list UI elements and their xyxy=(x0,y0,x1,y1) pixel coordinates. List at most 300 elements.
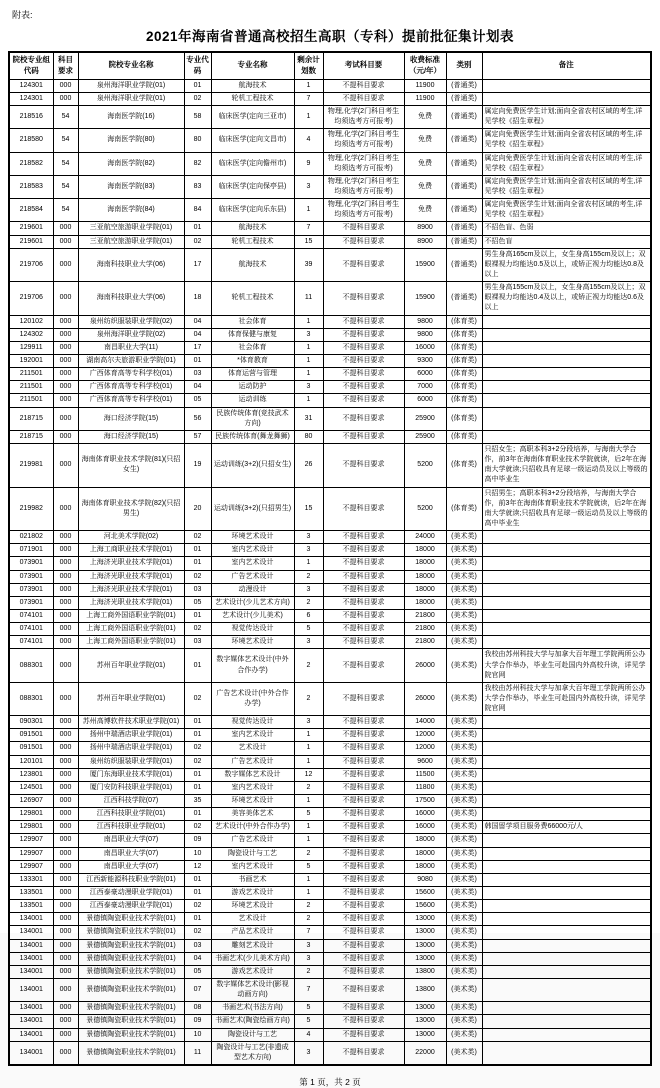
cell-remark xyxy=(482,900,651,913)
cell-fee-standard: 18000 xyxy=(404,596,446,609)
cell-exam-subject-req: 不提科目要求 xyxy=(323,952,404,965)
cell-remaining-count: 2 xyxy=(294,781,323,794)
cell-remaining-count: 4 xyxy=(294,1028,323,1041)
cell-remaining-count: 26 xyxy=(294,443,323,487)
cell-institution-name: 海南科技职业大学(06) xyxy=(78,248,184,281)
cell-subject-req: 000 xyxy=(53,328,78,341)
cell-category: (美术类) xyxy=(446,979,482,1002)
cell-category: (美术类) xyxy=(446,557,482,570)
cell-major-name: 室内艺术设计 xyxy=(211,781,294,794)
cell-category: (美术类) xyxy=(446,926,482,939)
cell-group-code: 134001 xyxy=(9,1041,53,1065)
cell-exam-subject-req: 不提科目要求 xyxy=(323,979,404,1002)
table-row xyxy=(9,235,651,248)
cell-remark xyxy=(482,781,651,794)
cell-major-code: 17 xyxy=(184,248,211,281)
cell-exam-subject-req: 不提科目要求 xyxy=(323,544,404,557)
cell-exam-subject-req: 不提科目要求 xyxy=(323,92,404,105)
cell-institution-name: 海南医学院(80) xyxy=(78,129,184,152)
cell-exam-subject-req: 不提科目要求 xyxy=(323,926,404,939)
cell-exam-subject-req: 物理,化学(2门科目考生均须选考方可报考) xyxy=(323,129,404,152)
cell-institution-name: 江西新能源科技职业学院(01) xyxy=(78,873,184,886)
cell-remaining-count: 1 xyxy=(294,795,323,808)
table-row xyxy=(9,768,651,781)
cell-major-name: 社会体育 xyxy=(211,315,294,328)
cell-major-code: 01 xyxy=(184,544,211,557)
cell-exam-subject-req: 不提科目要求 xyxy=(323,407,404,430)
cell-exam-subject-req: 不提科目要求 xyxy=(323,1041,404,1065)
cell-major-code: 01 xyxy=(184,873,211,886)
attachment-label: 附表: xyxy=(12,10,33,20)
cell-major-code: 02 xyxy=(184,531,211,544)
table-row xyxy=(9,808,651,821)
cell-remaining-count: 1 xyxy=(294,199,323,222)
cell-major-code: 02 xyxy=(184,821,211,834)
cell-remark xyxy=(482,341,651,354)
cell-category: (体育类) xyxy=(446,328,482,341)
cell-group-code: 133301 xyxy=(9,873,53,886)
table-row xyxy=(9,341,651,354)
cell-institution-name: 上海工商外国语职业学院(01) xyxy=(78,636,184,649)
cell-group-code: 088301 xyxy=(9,649,53,682)
cell-major-name: 民族传统体育(竞技武术方向) xyxy=(211,407,294,430)
cell-remark xyxy=(482,636,651,649)
cell-fee-standard: 13000 xyxy=(404,1015,446,1028)
cell-group-code: 091501 xyxy=(9,742,53,755)
cell-group-code: 219601 xyxy=(9,222,53,235)
table-row xyxy=(9,795,651,808)
cell-fee-standard: 5200 xyxy=(404,487,446,531)
cell-remaining-count: 1 xyxy=(294,79,323,92)
cell-exam-subject-req: 不提科目要求 xyxy=(323,965,404,978)
table-row xyxy=(9,1028,651,1041)
cell-category: (美术类) xyxy=(446,1015,482,1028)
cell-subject-req: 54 xyxy=(53,175,78,198)
cell-fee-standard: 11900 xyxy=(404,92,446,105)
cell-category: (美术类) xyxy=(446,570,482,583)
cell-exam-subject-req: 不提科目要求 xyxy=(323,795,404,808)
cell-exam-subject-req: 不提科目要求 xyxy=(323,781,404,794)
cell-major-name: 视觉传达设计 xyxy=(211,623,294,636)
column-header-institution-name: 院校专业名称 xyxy=(78,52,184,79)
cell-category: (美术类) xyxy=(446,913,482,926)
cell-remark xyxy=(482,887,651,900)
cell-remaining-count: 3 xyxy=(294,531,323,544)
cell-subject-req: 000 xyxy=(53,1002,78,1015)
cell-exam-subject-req: 不提科目要求 xyxy=(323,768,404,781)
cell-category: (体育类) xyxy=(446,381,482,394)
cell-category: (体育类) xyxy=(446,430,482,443)
cell-institution-name: 景德镇陶瓷职业技术学院(01) xyxy=(78,1028,184,1041)
cell-category: (普通类) xyxy=(446,106,482,129)
column-header-remark: 备注 xyxy=(482,52,651,79)
cell-major-name: 运动训练 xyxy=(211,394,294,407)
cell-exam-subject-req: 不提科目要求 xyxy=(323,609,404,622)
cell-major-code: 09 xyxy=(184,834,211,847)
cell-institution-name: 景德镇陶瓷职业技术学院(01) xyxy=(78,1015,184,1028)
cell-fee-standard: 25900 xyxy=(404,407,446,430)
cell-group-code: 123801 xyxy=(9,768,53,781)
cell-remark xyxy=(482,92,651,105)
cell-fee-standard: 22000 xyxy=(404,1041,446,1065)
cell-major-code: 01 xyxy=(184,781,211,794)
table-row xyxy=(9,152,651,175)
cell-major-name: *体育教育 xyxy=(211,354,294,367)
cell-group-code: 218715 xyxy=(9,407,53,430)
cell-major-code: 01 xyxy=(184,222,211,235)
cell-institution-name: 江西科技职业学院(01) xyxy=(78,821,184,834)
cell-subject-req: 000 xyxy=(53,755,78,768)
cell-fee-standard: 25900 xyxy=(404,430,446,443)
cell-remaining-count: 1 xyxy=(294,354,323,367)
cell-major-name: 航海技术 xyxy=(211,248,294,281)
cell-group-code: 133501 xyxy=(9,900,53,913)
cell-remaining-count: 1 xyxy=(294,821,323,834)
cell-major-code: 84 xyxy=(184,199,211,222)
cell-remaining-count: 9 xyxy=(294,152,323,175)
cell-category: (美术类) xyxy=(446,609,482,622)
cell-subject-req: 54 xyxy=(53,129,78,152)
cell-major-name: 艺术设计(少儿美术) xyxy=(211,609,294,622)
cell-subject-req: 54 xyxy=(53,152,78,175)
cell-subject-req: 000 xyxy=(53,354,78,367)
cell-exam-subject-req: 物理,化学(2门科目考生均须选考方可报考) xyxy=(323,199,404,222)
cell-major-name: 书画艺术 xyxy=(211,873,294,886)
table-row xyxy=(9,328,651,341)
cell-exam-subject-req: 不提科目要求 xyxy=(323,315,404,328)
cell-group-code: 211501 xyxy=(9,368,53,381)
cell-major-code: 01 xyxy=(184,609,211,622)
cell-subject-req: 000 xyxy=(53,583,78,596)
table-row xyxy=(9,583,651,596)
cell-major-name: 艺术设计(中外合作办学) xyxy=(211,821,294,834)
cell-exam-subject-req: 不提科目要求 xyxy=(323,847,404,860)
cell-fee-standard: 21800 xyxy=(404,609,446,622)
cell-subject-req: 000 xyxy=(53,636,78,649)
cell-group-code: 218582 xyxy=(9,152,53,175)
cell-major-code: 20 xyxy=(184,487,211,531)
cell-exam-subject-req: 不提科目要求 xyxy=(323,282,404,315)
cell-major-name: 广告艺术设计 xyxy=(211,834,294,847)
cell-fee-standard: 8900 xyxy=(404,235,446,248)
cell-remaining-count: 2 xyxy=(294,847,323,860)
cell-institution-name: 广西体育高等专科学校(01) xyxy=(78,394,184,407)
cell-major-code: 02 xyxy=(184,682,211,715)
cell-remark xyxy=(482,768,651,781)
cell-remaining-count: 3 xyxy=(294,381,323,394)
cell-institution-name: 广西体育高等专科学校(01) xyxy=(78,368,184,381)
cell-major-code: 09 xyxy=(184,1015,211,1028)
cell-category: (美术类) xyxy=(446,808,482,821)
cell-group-code: 129907 xyxy=(9,860,53,873)
cell-major-name: 临床医学(定向三亚市) xyxy=(211,106,294,129)
cell-remaining-count: 39 xyxy=(294,248,323,281)
cell-category: (美术类) xyxy=(446,965,482,978)
cell-fee-standard: 18000 xyxy=(404,557,446,570)
cell-exam-subject-req: 不提科目要求 xyxy=(323,381,404,394)
cell-category: (体育类) xyxy=(446,341,482,354)
cell-fee-standard: 16000 xyxy=(404,808,446,821)
cell-remark xyxy=(482,368,651,381)
cell-fee-standard: 16000 xyxy=(404,821,446,834)
cell-subject-req: 000 xyxy=(53,1041,78,1065)
cell-subject-req: 000 xyxy=(53,570,78,583)
cell-subject-req: 000 xyxy=(53,952,78,965)
table-row xyxy=(9,1015,651,1028)
cell-remark xyxy=(482,623,651,636)
cell-major-name: 环境艺术设计 xyxy=(211,795,294,808)
table-row xyxy=(9,92,651,105)
cell-remark: 属定向免费医学生计划;面向全省农村区域的考生,详见学校《招生章程》 xyxy=(482,106,651,129)
cell-subject-req: 000 xyxy=(53,381,78,394)
cell-exam-subject-req: 不提科目要求 xyxy=(323,900,404,913)
cell-remaining-count: 2 xyxy=(294,649,323,682)
cell-major-code: 05 xyxy=(184,596,211,609)
cell-fee-standard: 18000 xyxy=(404,544,446,557)
cell-fee-standard: 16000 xyxy=(404,341,446,354)
cell-remaining-count: 5 xyxy=(294,1015,323,1028)
cell-group-code: 074101 xyxy=(9,636,53,649)
cell-category: (体育类) xyxy=(446,443,482,487)
table-row xyxy=(9,860,651,873)
cell-subject-req: 000 xyxy=(53,649,78,682)
cell-remark xyxy=(482,939,651,952)
cell-fee-standard: 9800 xyxy=(404,315,446,328)
cell-remark: 只招女生；高职本科3+2分段培养，与海南大学合作，前3年在海南体育职业技术学院就读，后2年在海南大学就读;只招收具有足球一级运动员及以上等级的高中毕业生 xyxy=(482,443,651,487)
cell-subject-req: 000 xyxy=(53,873,78,886)
cell-major-name: 室内艺术设计 xyxy=(211,544,294,557)
cell-institution-name: 江西科技学院(07) xyxy=(78,795,184,808)
cell-exam-subject-req: 不提科目要求 xyxy=(323,636,404,649)
cell-category: (美术类) xyxy=(446,873,482,886)
cell-remark xyxy=(482,596,651,609)
cell-remaining-count: 15 xyxy=(294,487,323,531)
cell-fee-standard: 13000 xyxy=(404,926,446,939)
cell-remark xyxy=(482,394,651,407)
cell-remaining-count: 3 xyxy=(294,952,323,965)
cell-category: (美术类) xyxy=(446,649,482,682)
cell-institution-name: 上海工商职业技术学院(01) xyxy=(78,544,184,557)
cell-exam-subject-req: 不提科目要求 xyxy=(323,834,404,847)
table-row xyxy=(9,939,651,952)
cell-remaining-count: 3 xyxy=(294,1041,323,1065)
table-row xyxy=(9,443,651,487)
cell-remark xyxy=(482,755,651,768)
cell-major-code: 02 xyxy=(184,623,211,636)
column-header-major-name: 专业名称 xyxy=(211,52,294,79)
cell-subject-req: 000 xyxy=(53,1015,78,1028)
cell-remark: 属定向免费医学生计划;面向全省农村区域的考生,详见学校《招生章程》 xyxy=(482,129,651,152)
cell-fee-standard: 9080 xyxy=(404,873,446,886)
table-row xyxy=(9,557,651,570)
table-row xyxy=(9,847,651,860)
cell-fee-standard: 18000 xyxy=(404,847,446,860)
cell-remaining-count: 2 xyxy=(294,570,323,583)
cell-major-name: 临床医学(定向文昌市) xyxy=(211,129,294,152)
cell-group-code: 134001 xyxy=(9,1028,53,1041)
cell-major-name: 游戏艺术设计 xyxy=(211,965,294,978)
cell-major-name: 室内艺术设计 xyxy=(211,557,294,570)
cell-major-code: 03 xyxy=(184,939,211,952)
cell-major-code: 05 xyxy=(184,394,211,407)
cell-institution-name: 上海工商外国语职业学院(01) xyxy=(78,609,184,622)
cell-major-name: 广告艺术设计 xyxy=(211,570,294,583)
cell-remaining-count: 1 xyxy=(294,755,323,768)
cell-major-code: 01 xyxy=(184,808,211,821)
cell-remark xyxy=(482,570,651,583)
cell-category: (美术类) xyxy=(446,1041,482,1065)
cell-remaining-count: 7 xyxy=(294,222,323,235)
cell-group-code: 129911 xyxy=(9,341,53,354)
table-row xyxy=(9,394,651,407)
cell-group-code: 134001 xyxy=(9,926,53,939)
cell-major-code: 04 xyxy=(184,328,211,341)
cell-remark: 属定向免费医学生计划;面向全省农村区域的考生,详见学校《招生章程》 xyxy=(482,152,651,175)
table-row xyxy=(9,487,651,531)
cell-major-code: 83 xyxy=(184,175,211,198)
table-row xyxy=(9,248,651,281)
cell-subject-req: 000 xyxy=(53,222,78,235)
cell-subject-req: 54 xyxy=(53,106,78,129)
cell-subject-req: 000 xyxy=(53,768,78,781)
cell-category: (体育类) xyxy=(446,315,482,328)
cell-exam-subject-req: 不提科目要求 xyxy=(323,235,404,248)
table-row xyxy=(9,570,651,583)
cell-fee-standard: 15600 xyxy=(404,887,446,900)
cell-subject-req: 000 xyxy=(53,716,78,729)
cell-category: (美术类) xyxy=(446,596,482,609)
cell-subject-req: 54 xyxy=(53,199,78,222)
cell-subject-req: 000 xyxy=(53,913,78,926)
cell-exam-subject-req: 不提科目要求 xyxy=(323,583,404,596)
cell-major-code: 17 xyxy=(184,341,211,354)
cell-exam-subject-req: 不提科目要求 xyxy=(323,368,404,381)
cell-group-code: 090301 xyxy=(9,716,53,729)
cell-category: (美术类) xyxy=(446,716,482,729)
cell-fee-standard: 免费 xyxy=(404,129,446,152)
cell-major-name: 临床医学(定向儋州市) xyxy=(211,152,294,175)
cell-institution-name: 上海工商外国语职业学院(01) xyxy=(78,623,184,636)
table-row xyxy=(9,965,651,978)
cell-exam-subject-req: 不提科目要求 xyxy=(323,860,404,873)
cell-institution-name: 河北美术学院(02) xyxy=(78,531,184,544)
cell-fee-standard: 14000 xyxy=(404,716,446,729)
cell-category: (美术类) xyxy=(446,795,482,808)
cell-institution-name: 苏州百年职业学院(01) xyxy=(78,682,184,715)
cell-fee-standard: 21800 xyxy=(404,636,446,649)
cell-category: (美术类) xyxy=(446,682,482,715)
cell-major-code: 01 xyxy=(184,649,211,682)
cell-group-code: 218715 xyxy=(9,430,53,443)
cell-remaining-count: 5 xyxy=(294,808,323,821)
cell-exam-subject-req: 物理,化学(2门科目考生均须选考方可报考) xyxy=(323,106,404,129)
cell-major-code: 04 xyxy=(184,315,211,328)
cell-institution-name: 海南医学院(16) xyxy=(78,106,184,129)
cell-major-code: 01 xyxy=(184,354,211,367)
cell-remaining-count: 1 xyxy=(294,557,323,570)
table-row xyxy=(9,742,651,755)
cell-exam-subject-req: 不提科目要求 xyxy=(323,623,404,636)
column-header-subject-req: 科目要求 xyxy=(53,52,78,79)
cell-major-name: 数字媒体艺术设计 xyxy=(211,768,294,781)
cell-exam-subject-req: 物理,化学(2门科目考生均须选考方可报考) xyxy=(323,152,404,175)
cell-major-code: 02 xyxy=(184,742,211,755)
cell-category: (美术类) xyxy=(446,900,482,913)
cell-institution-name: 江西泰豪动漫职业学院(01) xyxy=(78,900,184,913)
cell-major-code: 04 xyxy=(184,952,211,965)
cell-remaining-count: 1 xyxy=(294,873,323,886)
cell-remark xyxy=(482,381,651,394)
cell-subject-req: 000 xyxy=(53,979,78,1002)
cell-major-name: 陶瓷设计与工艺(非遗成型艺术方向) xyxy=(211,1041,294,1065)
cell-category: (美术类) xyxy=(446,623,482,636)
cell-exam-subject-req: 不提科目要求 xyxy=(323,887,404,900)
cell-remark: 我校由苏州科技大学与加拿大百年理工学院两所公办大学合作举办，毕业生可赴国内外高校升读，详见学院官网 xyxy=(482,682,651,715)
cell-group-code: 129907 xyxy=(9,847,53,860)
cell-major-name: 广告艺术设计(中外合作办学) xyxy=(211,682,294,715)
cell-subject-req: 000 xyxy=(53,682,78,715)
cell-group-code: 219706 xyxy=(9,248,53,281)
cell-institution-name: 景德镇陶瓷职业技术学院(01) xyxy=(78,926,184,939)
cell-remaining-count: 3 xyxy=(294,716,323,729)
cell-fee-standard: 9800 xyxy=(404,328,446,341)
cell-fee-standard: 8900 xyxy=(404,222,446,235)
cell-major-code: 02 xyxy=(184,92,211,105)
table-row xyxy=(9,531,651,544)
cell-major-name: 书画艺术(书法方向) xyxy=(211,1002,294,1015)
cell-major-code: 80 xyxy=(184,129,211,152)
cell-subject-req: 000 xyxy=(53,430,78,443)
cell-remark xyxy=(482,1002,651,1015)
cell-subject-req: 000 xyxy=(53,79,78,92)
cell-major-code: 05 xyxy=(184,965,211,978)
cell-exam-subject-req: 不提科目要求 xyxy=(323,443,404,487)
cell-institution-name: 泉州纺织服装职业学院(02) xyxy=(78,315,184,328)
cell-institution-name: 江西科技职业学院(01) xyxy=(78,808,184,821)
cell-exam-subject-req: 不提科目要求 xyxy=(323,755,404,768)
table-row xyxy=(9,979,651,1002)
table-row xyxy=(9,729,651,742)
cell-major-name: 环境艺术设计 xyxy=(211,531,294,544)
cell-remark xyxy=(482,808,651,821)
cell-subject-req: 000 xyxy=(53,609,78,622)
cell-remark xyxy=(482,1028,651,1041)
cell-category: (美术类) xyxy=(446,531,482,544)
cell-fee-standard: 21800 xyxy=(404,623,446,636)
cell-remark xyxy=(482,979,651,1002)
cell-subject-req: 000 xyxy=(53,368,78,381)
table-row xyxy=(9,609,651,622)
cell-fee-standard: 11900 xyxy=(404,79,446,92)
cell-major-name: 艺术设计(少儿艺术方向) xyxy=(211,596,294,609)
cell-exam-subject-req: 不提科目要求 xyxy=(323,1015,404,1028)
cell-category: (美术类) xyxy=(446,781,482,794)
cell-category: (美术类) xyxy=(446,742,482,755)
cell-remaining-count: 5 xyxy=(294,1002,323,1015)
cell-institution-name: 上海济光职业技术学院(01) xyxy=(78,557,184,570)
cell-group-code: 219982 xyxy=(9,487,53,531)
cell-fee-standard: 13000 xyxy=(404,952,446,965)
cell-major-code: 01 xyxy=(184,716,211,729)
cell-fee-standard: 13800 xyxy=(404,965,446,978)
cell-group-code: 124302 xyxy=(9,328,53,341)
cell-category: (普通类) xyxy=(446,152,482,175)
cell-group-code: 134001 xyxy=(9,965,53,978)
cell-category: (普通类) xyxy=(446,199,482,222)
table-row xyxy=(9,1002,651,1015)
table-row xyxy=(9,430,651,443)
cell-fee-standard: 12000 xyxy=(404,729,446,742)
